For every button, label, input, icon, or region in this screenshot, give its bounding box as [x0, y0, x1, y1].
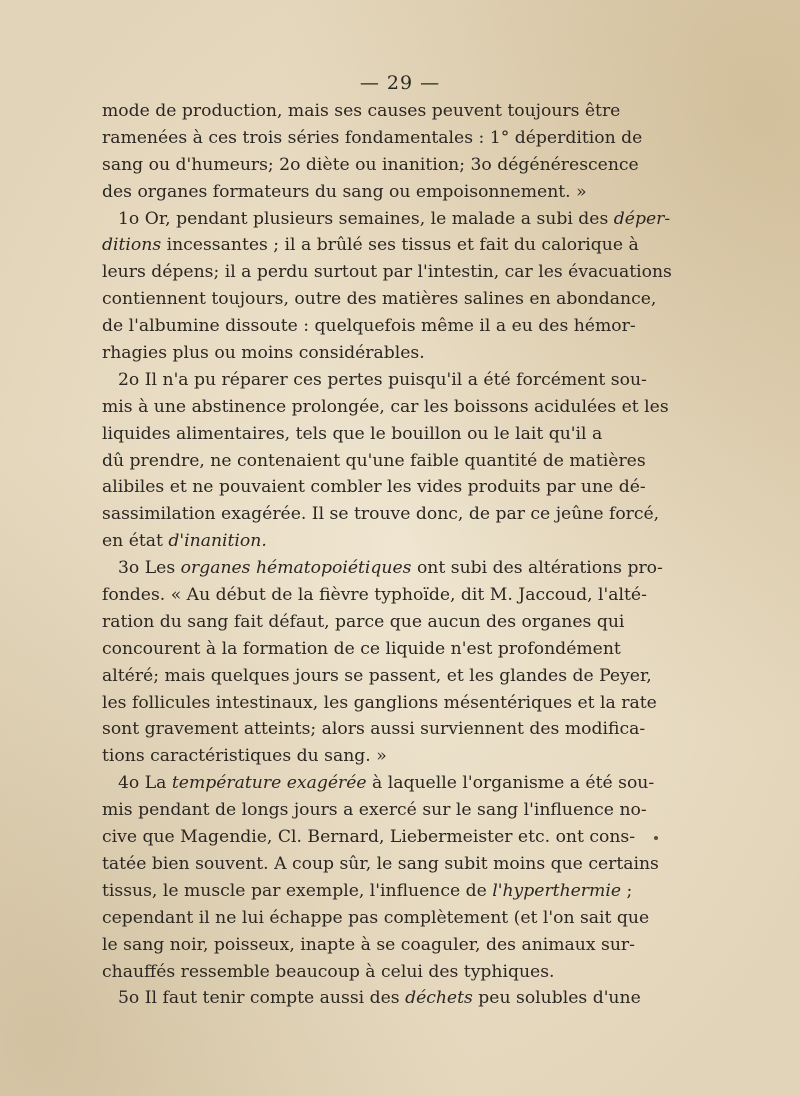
- text-line: [102, 959, 555, 986]
- text-line: [102, 905, 650, 932]
- text-span: ramenées à ces trois séries fondamentales : 1° déperdition de: [102, 127, 643, 148]
- text-line: [102, 259, 672, 286]
- italic-span: d'inanition.: [168, 531, 267, 552]
- text-line: [102, 743, 532, 770]
- text-line: [102, 663, 652, 690]
- text-line: [102, 609, 625, 636]
- italic-span: l'hyperthermie: [492, 880, 621, 901]
- italic-span: organes hématopoiétiques: [180, 558, 412, 579]
- text-span: incessantes ; il a brûlé ses tissus et fait du calorique à: [161, 235, 639, 256]
- ink-speck: [654, 836, 658, 840]
- text-span: à laquelle l'organisme a été sou-: [366, 773, 655, 794]
- italic-span: ditions: [102, 235, 162, 256]
- text-line: [102, 448, 646, 475]
- text-line: [102, 98, 621, 125]
- text-span: contiennent toujours, outre des matières salines en abondance,: [102, 289, 657, 310]
- text-line: [102, 716, 646, 743]
- text-span: des organes formateurs du sang ou empoisonnement. »: [102, 181, 587, 202]
- italic-span: température exagérée: [171, 773, 367, 794]
- text-line: [102, 878, 633, 905]
- text-span: dû prendre, ne contenaient qu'une faible quantité de matières: [102, 450, 646, 471]
- italic-span: déchets: [405, 988, 473, 1009]
- text-span: ;: [621, 880, 633, 901]
- text-line: [102, 501, 660, 528]
- text-span: le sang noir, poisseux, inapte à se coaguler, des animaux sur-: [102, 934, 635, 955]
- text-line: [102, 394, 669, 421]
- text-span: cependant il ne lui échappe pas complètement (et l'on sait que: [102, 907, 650, 928]
- text-span: alibiles et ne pouvaient combler les vides produits par une dé-: [102, 477, 646, 498]
- text-line: [102, 770, 655, 797]
- text-line: [102, 286, 657, 313]
- text-span: 3o Les: [118, 558, 181, 579]
- text-line: [102, 313, 636, 340]
- text-span: 4o La: [118, 773, 172, 794]
- text-line: [102, 985, 641, 1012]
- text-span: peu solubles d'une: [472, 988, 641, 1009]
- text-line: [102, 528, 532, 555]
- text-line: [102, 232, 639, 259]
- text-span: 5o Il faut tenir compte aussi des: [118, 988, 406, 1009]
- text-span: les follicules intestinaux, les ganglions mésentériques et la rate: [102, 692, 657, 713]
- text-line: [102, 851, 659, 878]
- page-number: — 29 —: [359, 72, 441, 94]
- text-span: mode de production, mais ses causes peuvent toujours être: [102, 101, 621, 121]
- text-line: [102, 582, 647, 609]
- text-span: chauffés ressemble beaucoup à celui des typhiques.: [102, 961, 555, 982]
- text-line: [102, 555, 663, 582]
- text-span: altéré; mais quelques jours se passent, et les glandes de Peyer,: [102, 665, 652, 686]
- text-span: fondes. « Au début de la fièvre typhoïde, dit M. Jaccoud, l'alté-: [102, 585, 647, 606]
- text-span: tions caractéristiques du sang. »: [102, 746, 387, 767]
- text-line: [102, 474, 646, 501]
- text-line: [102, 421, 603, 448]
- text-span: en état: [102, 531, 169, 552]
- text-span: sang ou d'humeurs; 2o diète ou inanition; 3o dégénérescence: [102, 154, 639, 175]
- text-span: sassimilation exagérée. Il se trouve donc, de par ce jeûne forcé,: [102, 504, 660, 525]
- text-span: 1o Or, pendant plusieurs semaines, le malade a subi des: [118, 208, 614, 229]
- text-span: 2o Il n'a pu réparer ces pertes puisqu'il a été forcément sou-: [118, 369, 647, 390]
- text-line: [102, 125, 643, 152]
- text-line: [102, 367, 647, 394]
- text-span: sont gravement atteints; alors aussi surviennent des modifica-: [102, 719, 646, 740]
- body-text: [102, 98, 672, 1012]
- text-line: [102, 206, 671, 233]
- text-span: rhagies plus ou moins considérables.: [102, 343, 425, 364]
- text-line: [102, 636, 621, 663]
- text-line: [102, 340, 532, 367]
- text-span: de l'albumine dissoute : quelquefois même il a eu des hémor-: [102, 316, 636, 337]
- text-line: [102, 824, 636, 851]
- text-span: cive que Magendie, Cl. Bernard, Liebermeister etc. ont cons-: [102, 827, 636, 848]
- italic-span: déper-: [613, 208, 671, 229]
- text-span: tissus, le muscle par exemple, l'influence de: [102, 880, 493, 901]
- text-span: tatée bien souvent. A coup sûr, le sang subit moins que certains: [102, 853, 659, 874]
- text-line: [102, 690, 657, 717]
- text-span: ration du sang fait défaut, parce que aucun des organes qui: [102, 611, 625, 632]
- text-line: [102, 797, 647, 824]
- text-line: [102, 179, 587, 206]
- text-span: mis pendant de longs jours a exercé sur le sang l'influence no-: [102, 800, 647, 821]
- text-span: liquides alimentaires, tels que le bouillon ou le lait qu'il a: [102, 423, 603, 444]
- text-line: [102, 932, 635, 959]
- text-span: mis à une abstinence prolongée, car les boissons acidulées et les: [102, 396, 669, 417]
- text-line: [102, 152, 639, 179]
- text-span: concourent à la formation de ce liquide n'est profondément: [102, 638, 621, 659]
- text-span: leurs dépens; il a perdu surtout par l'intestin, car les évacuations: [102, 262, 672, 283]
- text-span: ont subi des altérations pro-: [411, 558, 663, 579]
